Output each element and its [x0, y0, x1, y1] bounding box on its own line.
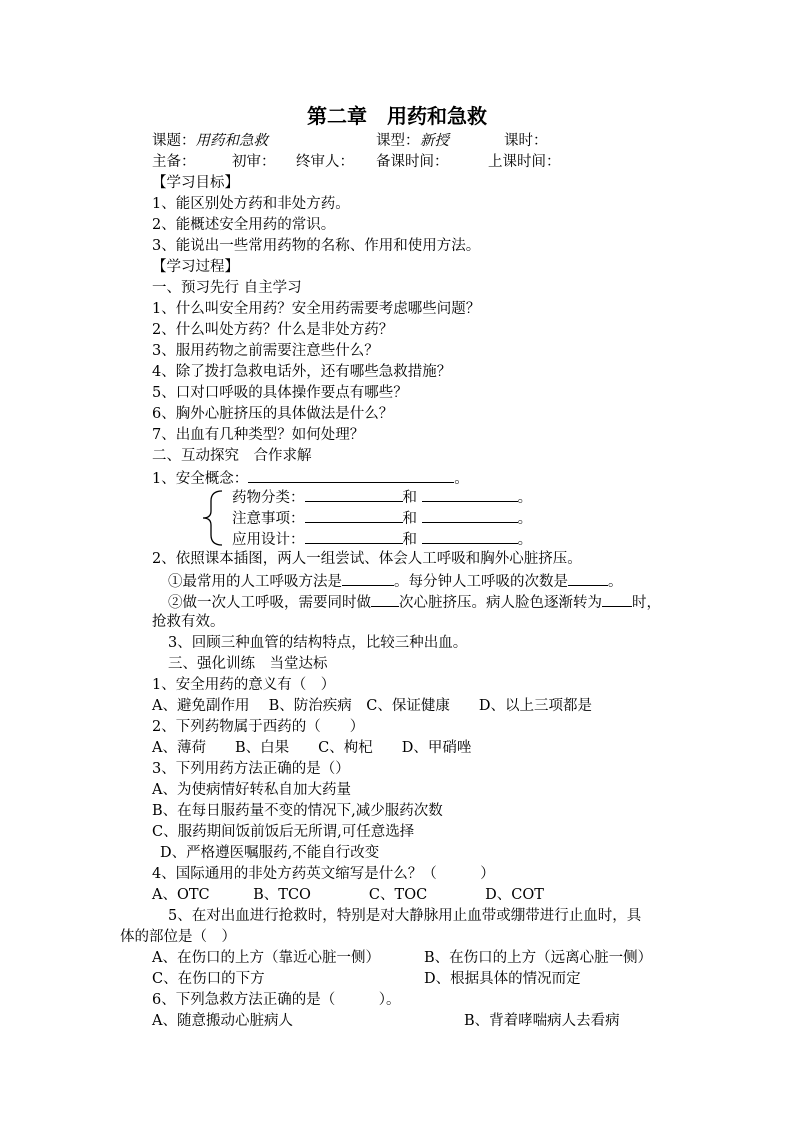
preview-question-1: 1、什么叫安全用药？安全用药需要考虑哪些问题？ [152, 301, 481, 317]
exercise-6-option-a: A、随意搬动心脏病人 [152, 1013, 293, 1029]
cpr-a-blank-2[interactable] [568, 570, 608, 586]
preview-question-6: 6、胸外心脏挤压的具体做法是什么？ [152, 406, 394, 422]
process-heading: 【学习过程】 [152, 259, 239, 275]
cpr-b-blank-2[interactable] [602, 591, 632, 607]
exercise-3-option-a: A、为使病情好转私自加大药量 [152, 782, 351, 798]
preview-question-7: 7、出血有几种类型？如何处理？ [152, 427, 365, 443]
branch-3-blank-b[interactable] [422, 528, 518, 544]
branch-3-and: 和 [402, 532, 417, 548]
bleeding-compare-line: 3、回顾三种血管的结构特点，比较三种出血。 [168, 635, 468, 651]
first-review-label: 初审： [232, 154, 276, 170]
concept-line [152, 467, 469, 488]
preview-question-5: 5、口对口呼吸的具体操作要点有哪些？ [152, 385, 408, 401]
concept-blank[interactable] [248, 467, 454, 483]
exercise-3-option-d: D、严格遵医嘱服药,不能自行改变 [160, 845, 380, 861]
topic-value: 用药和急救 [195, 133, 268, 149]
branch-1-blank-b[interactable] [422, 486, 518, 502]
section-2-heading: 二、互动探究 合作求解 [152, 448, 312, 464]
goal-2: 2、能概述安全用药的常识。 [152, 217, 336, 233]
branch-2-blank-a[interactable] [305, 507, 403, 523]
meta-row-2 [152, 152, 561, 173]
branch-2-and: 和 [402, 511, 417, 527]
cpr-a-text-1: ①最常用的人工呼吸方法是 [168, 574, 342, 590]
exercise-5-option-d: D、根据具体的情况而定 [424, 971, 581, 987]
section-3-heading: 三、强化训练 当堂达标 [168, 656, 328, 672]
cpr-question-b [168, 591, 661, 612]
cpr-b-text-3: 时， [632, 595, 661, 611]
exercise-4: 4、国际通用的非处方药英文缩写是什么？（ ） [152, 866, 495, 882]
cpr-a-blank-1[interactable] [342, 570, 394, 586]
concept-branch-3 [232, 528, 532, 549]
branch-1-and: 和 [402, 490, 417, 506]
exercise-5-cont: 体的部位是（ ） [120, 929, 236, 945]
concept-label: 1、安全概念： [152, 471, 249, 487]
branch-3-label: 应用设计： [232, 532, 305, 548]
exercise-6-option-b: B、背着哮喘病人去看病 [464, 1013, 620, 1029]
branch-3-period: 。 [517, 532, 533, 548]
prep-time-label: 备课时间： [376, 154, 449, 170]
branch-3-blank-a[interactable] [305, 528, 403, 544]
exercise-3-option-c: C、服药期间饭前饭后无所谓,可任意选择 [152, 824, 415, 840]
section-1-heading: 一、预习先行 自主学习 [152, 280, 302, 296]
concept-period: 。 [454, 471, 469, 487]
goal-3: 3、能说出一些常用药物的名称、作用和使用方法。 [152, 238, 481, 254]
exercise-2: 2、下列药物属于西药的（ ） [152, 719, 365, 735]
cpr-practice-line: 2、依照课本插图，两人一组尝试、体会人工呼吸和胸外心脏挤压。 [152, 551, 582, 567]
cpr-b-blank-1[interactable] [371, 591, 399, 607]
exercise-6: 6、下列急救方法正确的是（ ）。 [152, 992, 401, 1008]
exercise-3-option-b: B、在每日服药量不变的情况下,减少服药次数 [152, 803, 443, 819]
cpr-a-text-2: 。每分钟人工呼吸的次数是 [394, 574, 568, 590]
exercise-5-option-b: B、在伤口的上方（远离心脏一侧） [424, 950, 653, 966]
branch-2-label: 注意事项： [232, 511, 305, 527]
cpr-a-text-3: 。 [608, 574, 623, 590]
goal-1: 1、能区别处方药和非处方药。 [152, 196, 350, 212]
hours-label: 课时： [504, 133, 548, 149]
exercise-4-options: A、OTC B、TCO C、TOC D、COT [152, 887, 544, 903]
branch-1-period: 。 [517, 490, 533, 506]
exercise-5: 5、在对出血进行抢救时，特别是对大静脉用止血带或绷带进行止血时，具 [168, 908, 642, 924]
branch-2-period: 。 [517, 511, 533, 527]
branch-2-blank-b[interactable] [422, 507, 518, 523]
lead-label: 主备： [152, 154, 196, 170]
cpr-b-text-2: 次心脏挤压。病人脸色逐渐转为 [399, 595, 602, 611]
exercise-1: 1、安全用药的意义有（ ） [152, 677, 336, 693]
cpr-question-a [168, 570, 623, 591]
exercise-5-option-c: C、在伤口的下方 [152, 971, 265, 987]
cpr-b-text-1: ②做一次人工呼吸，需要同时做 [168, 595, 371, 611]
page-title: 第二章 用药和急救 [307, 104, 487, 128]
concept-branch-2 [232, 507, 532, 528]
cpr-question-b-cont: 抢救有效。 [152, 614, 225, 630]
exercise-3: 3、下列用药方法正确的是（） [152, 761, 350, 777]
exercise-2-options: A、薄荷 B、白果 C、枸杞 D、甲硝唑 [152, 740, 472, 756]
preview-question-2: 2、什么叫处方药？什么是非处方药？ [152, 322, 394, 338]
concept-branch-1 [232, 486, 532, 507]
branch-1-blank-a[interactable] [305, 486, 403, 502]
type-label: 课型： [376, 133, 420, 149]
meta-row-1 [152, 131, 548, 152]
preview-question-3: 3、服用药物之前需要注意些什么？ [152, 343, 379, 359]
exercise-1-options: A、避免副作用 B、防治疾病 C、保证健康 D、以上三项都是 [152, 698, 592, 714]
final-review-label: 终审人： [296, 154, 354, 170]
exercise-5-option-a: A、在伤口的上方（靠近心脏一侧） [152, 950, 380, 966]
type-value: 新授 [420, 133, 449, 149]
branch-1-label: 药物分类： [232, 490, 305, 506]
topic-label: 课题： [152, 133, 196, 149]
goals-heading: 【学习目标】 [152, 175, 239, 191]
brace-icon [200, 489, 226, 547]
class-time-label: 上课时间： [488, 154, 561, 170]
preview-question-4: 4、除了拨打急救电话外，还有哪些急救措施？ [152, 364, 452, 380]
